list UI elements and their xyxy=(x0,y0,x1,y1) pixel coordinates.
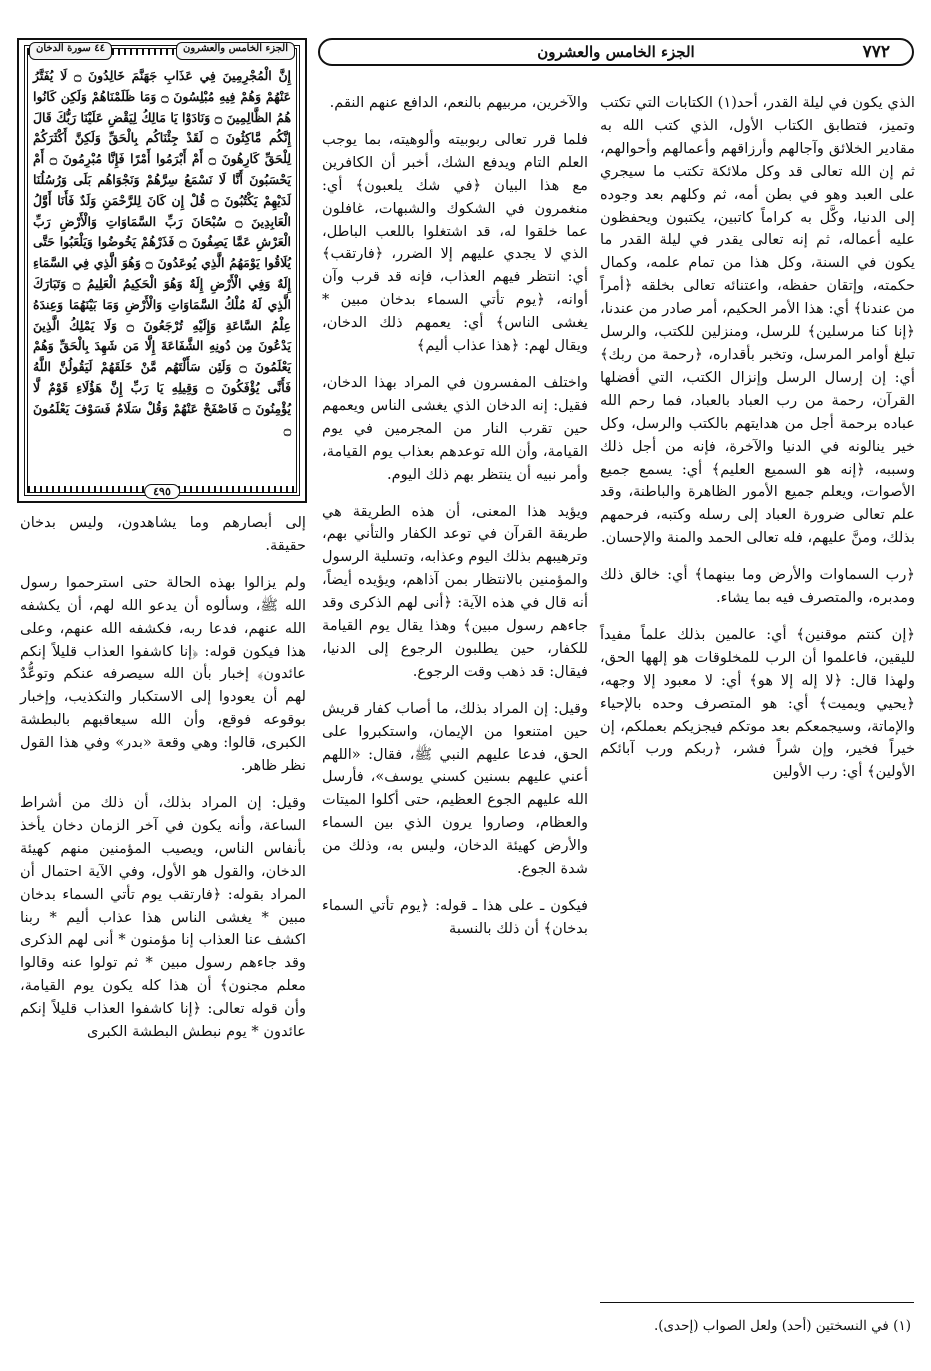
quran-part-label: الجزء الخامس والعشرون xyxy=(176,42,295,60)
paragraph: ﴿رب السماوات والأرض وما بينهما﴾ أي: خالق ذلك ومدبره، والمتصرف فيه بما يشاء. xyxy=(600,566,915,607)
paragraph: وقيل: إن المراد بذلك، ما أصاب كفار قريش حين امتنعوا من الإيمان، واستكبروا على الحق، فدعا عليهم النبي ﷺ، فقال: «اللهم أعني عليهم بسنين كسني يوسف»، فأرسل الله عليهم الجوع العظيم، حتى أكلوا الميتات والعظام، وصاروا يرون الذي بين السماء والأرض كهيئة الدخان، وليس به، وذلك من شدة الجوع. xyxy=(322,699,588,878)
paragraph: إلى أبصارهم وما يشاهدون، وليس بدخان حقيقة. xyxy=(20,514,306,554)
quran-page-number: ٤٩٥ xyxy=(144,484,180,499)
paragraph: الذي يكون في ليلة القدر، أحد(١) الكتابات التي تكتب وتميز، فتطابق الكتاب الأول، الذي كتب الله به مقادير الخلائق وآجالهم وأرزاقهم وأعمالهم وأحوالهم، ثم إن الله تعالى قد وكل ملائكة تكتب ما سيجري على العبد وهو في بطن أمه، ثم وكلهم بعد وجوده إلى الدنيا، وكَّل به كراماً كاتبين، يكتبون ويحفظون عليه أعماله، ثم إنه تعالى يقدر في ليلة القدر ما يكون في السنة، وكل هذا من تمام علمه، وكمال حكمته، وإتقان حفظه، واعتنائه تعالى بخلقه ﴿أمراً من عندنا﴾ أي: هذا الأمر الحكيم، أمر صادر من عندنا، ﴿إنا كنا مرسلين﴾ للرسل، ومنزلين للكتب، والرسل تبلغ أوامر المرسل، وتخبر بأقداره، ﴿رحمة من ربك﴾ أي: إن إرسال الرسل وإنزال الكتب، التي أفضلها القرآن، رحمة من رب العباد بالعباد، فما رحم الله عباده برحمة أجل من هدايتهم بالكتب والرسل، وكل خير ينالونه في الدنيا والآخرة، فإنه من أجل ذلك وسببه، ﴿إنه هو السميع العليم﴾ أي: يسمع جميع الأصوات، ويعلم جميع الأمور الظاهرة والباطنة، وقد علم تعالى ضرورة العباد إلى رسله وكتبه، فرحمهم بذلك، ومنَّ عليهم، فله تعالى الحمد والمنة والإحسان. xyxy=(600,94,915,547)
paragraph: ولم يزالوا بهذه الحالة حتى استرحموا رسول الله ﷺ، وسألوه أن يدعو الله لهم، أن يكشفه الله عنهم، فدعا ربه، فكشفه الله عنهم، وعلى هذا فيكون قوله: ﴿إنا كاشفوا العذاب قليلاً إنكم عائدون﴾ إخبار بأن الله سيصرفه عنكم وتوعُّدٌ لهم أن يعودوا إلى الاستكبار والتكذيب، وإخبار بوقوعه فوقع، وأن الله سيعاقبهم بالبطشة الكبرى، قالوا: وهي وقعة «بدر» وفي هذا القول نظر ظاهر. xyxy=(20,573,306,775)
part-title: الجزء الخامس والعشرون xyxy=(537,43,695,61)
footnote-divider xyxy=(600,1302,914,1303)
middle-column xyxy=(322,92,588,955)
paragraph: ﴿إن كنتم موقنين﴾ أي: عالمين بذلك علماً مفيداً لليقين، فاعلموا أن الرب للمخلوقات هو إلهها الحق، ولهذا قال: ﴿لا إله إلا هو﴾ أي: لا معبود إلا وجهه، ﴿يحيي ويميت﴾ أي: هو المتصرف وحده بالإحياء والإماتة، وسيجمعكم بعد موتكم فيجزيكم بعملكم، إن خيراً فخير، وإن شراً فشر، ﴿ربكم ورب آبائكم الأولين﴾ أي: رب الأولين xyxy=(600,625,915,781)
paragraph: فيكون ـ على هذا ـ قوله: ﴿يوم تأتي السماء بدخان﴾ أن ذلك بالنسبة xyxy=(322,897,588,937)
footnote: (١) في النسختين (أحد) ولعل الصواب (إحدى). xyxy=(653,1318,911,1334)
left-column xyxy=(20,512,306,1058)
paragraph: وقيل: إن المراد بذلك، أن ذلك من أشراط الساعة، وأنه يكون في آخر الزمان دخان يأخذ بأنفاس الناس، ويصيب المؤمنين منهم كهيئة الدخان، والقول هو الأول، وفي الآية احتمال أن المراد بقوله: ﴿فارتقب يوم تأتي السماء بدخان مبين * يغشى الناس هذا عذاب أليم * ربنا اكشف عنا العذاب إنا مؤمنون * أنى لهم الذكرى وقد جاءهم رسول مبين * ثم تولوا عنه وقالوا معلم مجنون﴾ أن هذا كله يكون يوم القيامة، وأن قوله تعالى: ﴿إنا كاشفوا العذاب قليلاً إنكم عائدون * يوم نبطش البطشة الكبرى xyxy=(20,793,306,1041)
paragraph: والآخرين، مربيهم بالنعم، الدافع عنهم النقم. xyxy=(329,94,588,111)
paragraph: ويؤيد هذا المعنى، أن هذه الطريقة هي طريقة القرآن في توعد الكفار والتأني بهم، وترهيبهم بذلك اليوم وعذابه، وتسلية الرسول والمؤمنين بالانتظار بمن آذاهم، ويؤيده أيضاً، أنه قال في هذه الآية: ﴿أنى لهم الذكرى وقد جاءهم رسول مبين﴾ وهذا يقال يوم القيامة للكفار، حين يطلبون الرجوع إلى الدنيا، فيقال: قد ذهب وقت الرجوع. xyxy=(322,502,588,680)
quran-frame-header xyxy=(29,42,295,60)
page-number: ٧٧٢ xyxy=(862,42,890,62)
right-column xyxy=(600,92,915,798)
page-header xyxy=(318,38,914,66)
paragraph: فلما قرر تعالى ربوبيته وألوهيته، بما يوجب العلم التام ويدفع الشك، أخبر أن الكافرين مع هذا البيان ﴿في شك يلعبون﴾ أي: منغمرون في الشكوك والشبهات، غافلون عما خلقوا له، قد اشتغلوا باللعب الباطل، الذي لا يجدي عليهم إلا الضرر، ﴿فارتقب﴾ أي: انتظر فيهم العذاب، فإنه قد قرب وآن أوانه، ﴿يوم تأتي السماء بدخان مبين * يغشى الناس﴾ أي: يعمهم ذلك الدخان، ويقال لهم: ﴿هذا عذاب أليم﴾ xyxy=(322,130,588,355)
quran-page-image xyxy=(17,38,307,503)
quran-verses: إِنَّ الْمُجْرِمِينَ فِي عَذَابِ جَهَنَّمَ خَالِدُونَ ۝ لَا يُفَتَّرُ عَنْهُمْ وَهُمْ فِيهِ مُبْلِسُونَ ۝ وَمَا ظَلَمْنَاهُمْ وَلَكِن كَانُوا هُمُ الظَّالِمِينَ ۝ وَنَادَوْا يَا مَالِكُ لِيَقْضِ عَلَيْنَا رَبُّكَ قَالَ إِنَّكُم مَّاكِثُونَ ۝ لَقَدْ جِئْنَاكُم بِالْحَقِّ وَلَكِنَّ أَكْثَرَكُمْ لِلْحَقِّ كَارِهُونَ ۝ أَمْ أَبْرَمُوا أَمْرًا فَإِنَّا مُبْرِمُونَ ۝ أَمْ يَحْسَبُونَ أَنَّا لَا نَسْمَعُ سِرَّهُمْ وَنَجْوَاهُم بَلَى وَرُسُلُنَا لَدَيْهِمْ يَكْتُبُونَ ۝ قُلْ إِن كَانَ لِلرَّحْمَنِ وَلَدٌ فَأَنَا أَوَّلُ الْعَابِدِينَ ۝ سُبْحَانَ رَبِّ السَّمَاوَاتِ وَالْأَرْضِ رَبِّ الْعَرْشِ عَمَّا يَصِفُونَ ۝ فَذَرْهُمْ يَخُوضُوا وَيَلْعَبُوا حَتَّى يُلَاقُوا يَوْمَهُمُ الَّذِي يُوعَدُونَ ۝ وَهُوَ الَّذِي فِي السَّمَاءِ إِلَهٌ وَفِي الْأَرْضِ إِلَهٌ وَهُوَ الْحَكِيمُ الْعَلِيمُ ۝ وَتَبَارَكَ الَّذِي لَهُ مُلْكُ السَّمَاوَاتِ وَالْأَرْضِ وَمَا بَيْنَهُمَا وَعِندَهُ عِلْمُ السَّاعَةِ وَإِلَيْهِ تُرْجَعُونَ ۝ وَلَا يَمْلِكُ الَّذِينَ يَدْعُونَ مِن دُونِهِ الشَّفَاعَةَ إِلَّا مَن شَهِدَ بِالْحَقِّ وَهُمْ يَعْلَمُونَ ۝ وَلَئِن سَأَلْتَهُم مَّنْ خَلَقَهُمْ لَيَقُولُنَّ اللَّهُ فَأَنَّى يُؤْفَكُونَ ۝ وَقِيلِهِ يَا رَبِّ إِنَّ هَؤُلَاءِ قَوْمٌ لَّا يُؤْمِنُونَ ۝ فَاصْفَحْ عَنْهُمْ وَقُلْ سَلَامٌ فَسَوْفَ يَعْلَمُونَ ۝ xyxy=(33,68,292,437)
paragraph: واختلف المفسرون في المراد بهذا الدخان، فقيل: إنه الدخان الذي يغشى الناس ويعمهم حين تقرب النار من المجرمين في يوم القيامة، وأن الله توعدهم بعذاب يوم القيامة، وأمر نبيه أن ينتظر بهم ذلك اليوم. xyxy=(322,373,588,483)
quran-surah-label: ٤٤ سورة الدخان xyxy=(29,42,112,60)
